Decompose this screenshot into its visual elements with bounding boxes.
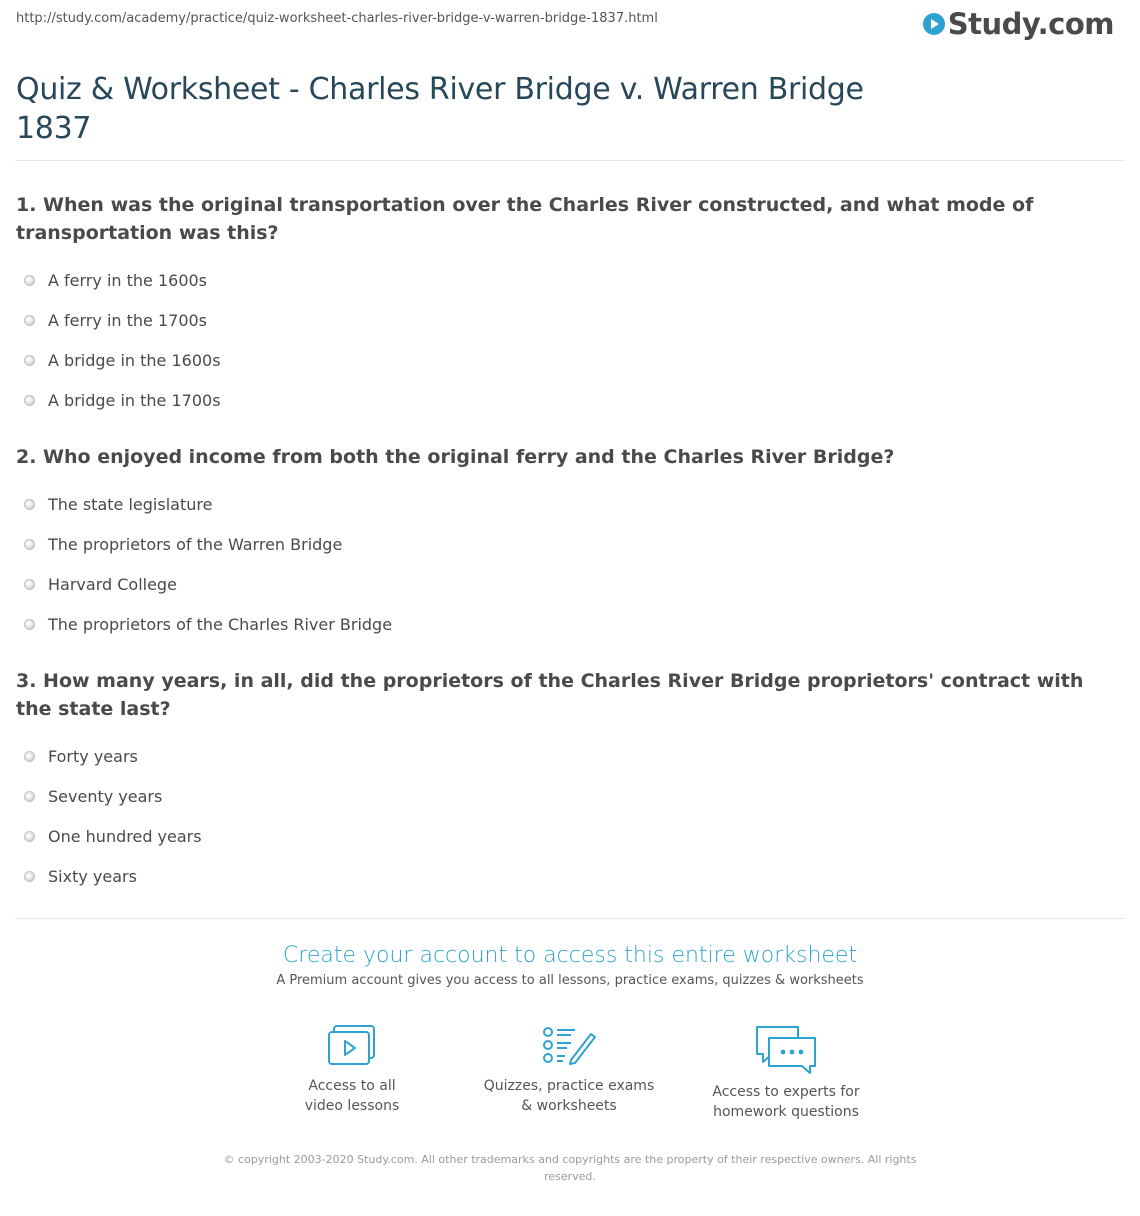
premium-description: A Premium account gives you access to all lessons, practice exams, quizzes & worksheets bbox=[276, 973, 864, 988]
radio-button-icon[interactable] bbox=[24, 499, 35, 510]
title-divider bbox=[15, 160, 1125, 161]
answer-options bbox=[16, 736, 1116, 896]
radio-button-icon[interactable] bbox=[24, 355, 35, 366]
copyright-footer: © copyright 2003-2020 Study.com. All other trademarks and copyrights are the property of their respective owners. All rights reserved. bbox=[223, 1153, 917, 1183]
quiz-checklist-icon bbox=[541, 1024, 597, 1068]
radio-button-icon[interactable] bbox=[24, 791, 35, 802]
answer-label: A ferry in the 1600s bbox=[48, 270, 208, 290]
answer-label: A bridge in the 1600s bbox=[48, 350, 221, 370]
radio-button-icon[interactable] bbox=[24, 275, 35, 286]
answer-option[interactable] bbox=[16, 856, 1116, 896]
answer-label: One hundred years bbox=[48, 826, 202, 846]
feature-video-lessons bbox=[252, 1024, 452, 1116]
answer-option[interactable] bbox=[16, 604, 1116, 644]
study-logo-icon bbox=[922, 12, 946, 36]
answer-option[interactable] bbox=[16, 300, 1116, 340]
question-text: 1. When was the original transportation over the Charles River constructed, and what mode of transportation was this? bbox=[16, 194, 1034, 244]
radio-button-icon[interactable] bbox=[24, 579, 35, 590]
feature-label: Quizzes, practice exams & worksheets bbox=[483, 1078, 655, 1114]
answer-label: Forty years bbox=[48, 746, 138, 766]
radio-button-icon[interactable] bbox=[24, 831, 35, 842]
radio-button-icon[interactable] bbox=[24, 539, 35, 550]
answer-option[interactable] bbox=[16, 564, 1116, 604]
radio-button-icon[interactable] bbox=[24, 751, 35, 762]
create-account-link[interactable]: Create your account to access this entire worksheet bbox=[282, 943, 858, 968]
feature-experts bbox=[686, 1024, 886, 1122]
page-title: Quiz & Worksheet - Charles River Bridge v. Warren Bridge 1837 bbox=[16, 72, 864, 146]
premium-features bbox=[0, 1024, 1140, 1134]
answer-label: Seventy years bbox=[48, 786, 163, 806]
question-text: 2. Who enjoyed income from both the original ferry and the Charles River Bridge? bbox=[16, 446, 895, 468]
answer-label: Harvard College bbox=[48, 574, 177, 594]
answer-option[interactable] bbox=[16, 736, 1116, 776]
answer-label: A bridge in the 1700s bbox=[48, 390, 221, 410]
answer-option[interactable] bbox=[16, 524, 1116, 564]
answer-options bbox=[16, 260, 1116, 420]
answer-label: A ferry in the 1700s bbox=[48, 310, 208, 330]
answer-label: The state legislature bbox=[48, 494, 213, 514]
logo-text: Study.com bbox=[947, 7, 1114, 41]
video-lessons-icon bbox=[326, 1024, 378, 1068]
answer-label: Sixty years bbox=[48, 866, 137, 886]
question-3 bbox=[16, 667, 1116, 896]
page-url: http://study.com/academy/practice/quiz-worksheet-charles-river-bridge-v-warren-bridge-1837.html bbox=[16, 11, 658, 26]
answer-options bbox=[16, 484, 1116, 644]
radio-button-icon[interactable] bbox=[24, 395, 35, 406]
answer-option[interactable] bbox=[16, 776, 1116, 816]
question-text: 3. How many years, in all, did the proprietors of the Charles River Bridge proprietors' contract with the state last? bbox=[16, 670, 1084, 720]
questions-divider bbox=[15, 918, 1125, 919]
feature-label: Access to all video lessons bbox=[304, 1078, 400, 1114]
radio-button-icon[interactable] bbox=[24, 871, 35, 882]
answer-label: The proprietors of the Warren Bridge bbox=[48, 534, 343, 554]
answer-option[interactable] bbox=[16, 816, 1116, 856]
radio-button-icon[interactable] bbox=[24, 619, 35, 630]
answer-option[interactable] bbox=[16, 340, 1116, 380]
feature-label: Access to experts for homework questions bbox=[712, 1084, 860, 1120]
study-logo[interactable] bbox=[922, 6, 1114, 42]
question-2 bbox=[16, 443, 1116, 644]
answer-option[interactable] bbox=[16, 260, 1116, 300]
question-1 bbox=[16, 191, 1116, 420]
chat-bubbles-icon bbox=[754, 1024, 818, 1074]
feature-quizzes bbox=[469, 1024, 669, 1116]
answer-option[interactable] bbox=[16, 484, 1116, 524]
answer-option[interactable] bbox=[16, 380, 1116, 420]
radio-button-icon[interactable] bbox=[24, 315, 35, 326]
signup-promo bbox=[0, 942, 1140, 988]
answer-label: The proprietors of the Charles River Bridge bbox=[48, 614, 393, 634]
